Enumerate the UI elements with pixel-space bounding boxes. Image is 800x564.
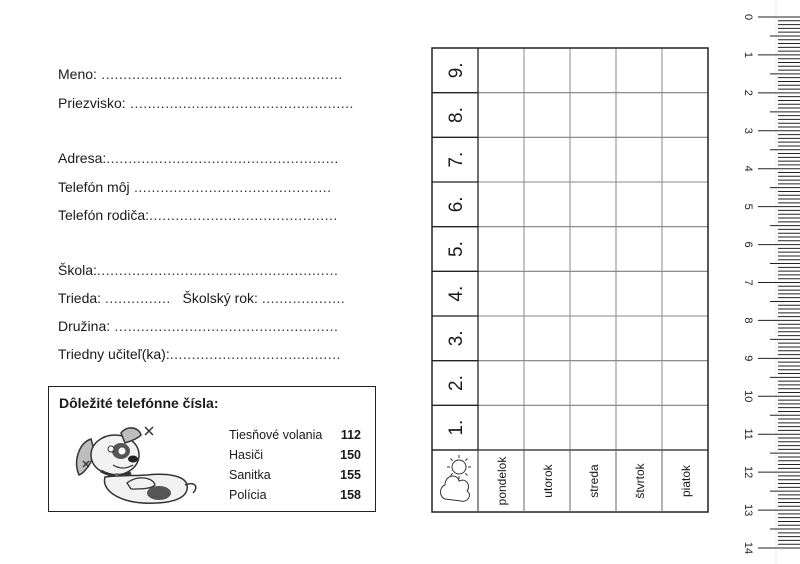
day-label: utorok (541, 464, 555, 498)
ruler-label: 12 (742, 466, 755, 479)
ruler-label: 10 (742, 390, 755, 403)
ruler-label: 11 (742, 428, 755, 440)
phone-parent-label: Telefón rodiča: (58, 207, 150, 223)
phone-mine-dots[interactable]: ............................................. (129, 179, 332, 195)
day-label: pondelok (495, 456, 509, 506)
school-dots[interactable]: ....................................................... (96, 262, 339, 278)
period-label: 5. (446, 241, 467, 257)
address-dots[interactable]: ..................................................... (106, 150, 339, 166)
period-label: 3. (446, 330, 467, 347)
ruler-label: 0 (742, 13, 755, 21)
period-label: 1. (446, 419, 467, 436)
phone-number: 155 (340, 468, 361, 482)
ruler-label: 14 (742, 541, 755, 555)
ruler-label: 9 (742, 355, 755, 362)
phone-number: 150 (340, 448, 361, 462)
ruler-label: 2 (742, 89, 755, 96)
period-label: 2. (446, 375, 467, 391)
ruler-label: 1 (742, 51, 755, 58)
day-label: piatok (679, 464, 693, 498)
ruler-label: 13 (742, 503, 755, 517)
class-dots[interactable]: ............... (104, 290, 171, 306)
ruler-label: 5 (742, 203, 755, 210)
phone-label: Tiesňové volania (229, 428, 323, 442)
period-label: 7. (446, 151, 467, 168)
ruler-label: 4 (742, 165, 755, 172)
class-label: Trieda: (58, 290, 102, 306)
club-label: Družina: (58, 318, 111, 334)
phones-title: Dôležité telefónne čísla: (59, 395, 219, 411)
ruler-label: 3 (742, 127, 755, 134)
phone-number: 112 (340, 428, 361, 442)
period-label: 4. (446, 285, 467, 302)
ruler-label: 6 (742, 241, 755, 248)
day-label: streda (587, 464, 601, 498)
phone-label: Sanitka (229, 468, 271, 482)
ruler-label: 8 (742, 317, 755, 324)
phone-label: Hasiči (229, 448, 264, 462)
period-label: 6. (446, 196, 467, 213)
surname-label: Priezvisko: (58, 95, 126, 111)
teacher-label: Triedny učiteľ(ka): (58, 346, 170, 362)
club-dots[interactable]: ................................................... (110, 318, 339, 334)
phone-parent-dots[interactable]: ........................................... (149, 207, 338, 223)
school-label: Škola: (58, 262, 97, 278)
day-label: štvrtok (633, 463, 647, 499)
period-label: 8. (446, 107, 467, 123)
phone-number: 158 (340, 488, 361, 502)
school-year-label: Školský rok: (182, 290, 258, 306)
phone-label: Polícia (229, 488, 267, 502)
teacher-dots[interactable]: ....................................... (169, 346, 341, 362)
period-label: 9. (446, 62, 467, 79)
ruler-label: 7 (742, 279, 755, 286)
phone-mine-label: Telefón môj (58, 179, 130, 195)
name-dots[interactable]: ....................................................... (96, 66, 343, 82)
surname-dots[interactable]: ................................................... (125, 95, 354, 111)
address-label: Adresa: (58, 150, 107, 166)
school-year-dots[interactable]: ................... (261, 290, 346, 306)
name-label: Meno: (58, 66, 97, 82)
